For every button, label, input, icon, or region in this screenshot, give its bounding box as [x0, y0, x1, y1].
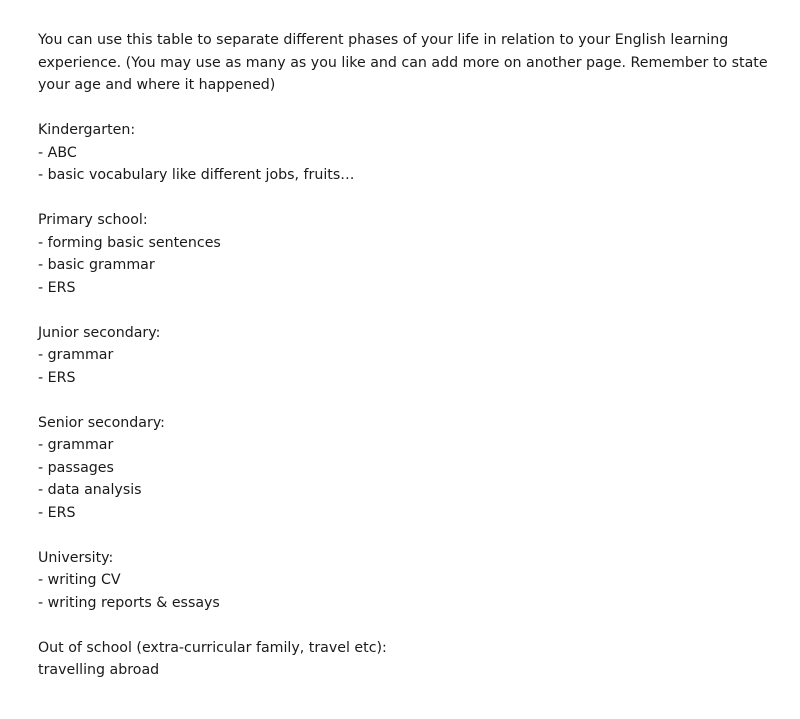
section-university	[38, 547, 778, 615]
section-heading: Senior secondary:	[38, 414, 165, 431]
section-heading: Junior secondary:	[38, 324, 161, 341]
section-items	[38, 344, 778, 389]
list-item: travelling abroad	[38, 662, 160, 678]
intro-paragraph: You can use this table to separate different phases of your life in relation to your English learning experience. (You may use as many as you like and can add more on another page. Remember to state your age and where it happened)	[38, 32, 768, 93]
section-heading: Primary school:	[38, 212, 148, 228]
list-item: - writing reports & essays	[38, 594, 220, 611]
section-kindergarten	[38, 119, 778, 187]
document-body	[38, 29, 778, 682]
section-items	[38, 434, 778, 524]
list-item: - basic vocabulary like different jobs, fruits…	[38, 167, 355, 183]
list-item: - ERS	[38, 369, 76, 386]
section-junior-secondary	[38, 322, 778, 390]
list-item: - grammar	[38, 347, 114, 363]
list-item: - ERS	[38, 279, 76, 296]
list-item: - passages	[38, 459, 114, 476]
section-senior-secondary	[38, 412, 778, 525]
list-item: - basic grammar	[38, 257, 155, 273]
section-primary-school	[38, 209, 778, 299]
section-items	[38, 659, 778, 682]
list-item: - ERS	[38, 504, 76, 521]
section-heading: University:	[38, 549, 114, 566]
section-heading: Out of school (extra-curricular family, travel etc):	[38, 639, 387, 656]
list-item: - forming basic sentences	[38, 234, 221, 251]
list-item: - writing CV	[38, 572, 121, 588]
section-items	[38, 569, 778, 614]
section-out-of-school	[38, 637, 778, 682]
list-item: - ABC	[38, 144, 77, 161]
section-items	[38, 142, 778, 187]
list-item: - grammar	[38, 437, 114, 453]
list-item: - data analysis	[38, 482, 142, 498]
section-heading: Kindergarten:	[38, 122, 136, 138]
section-items	[38, 232, 778, 300]
